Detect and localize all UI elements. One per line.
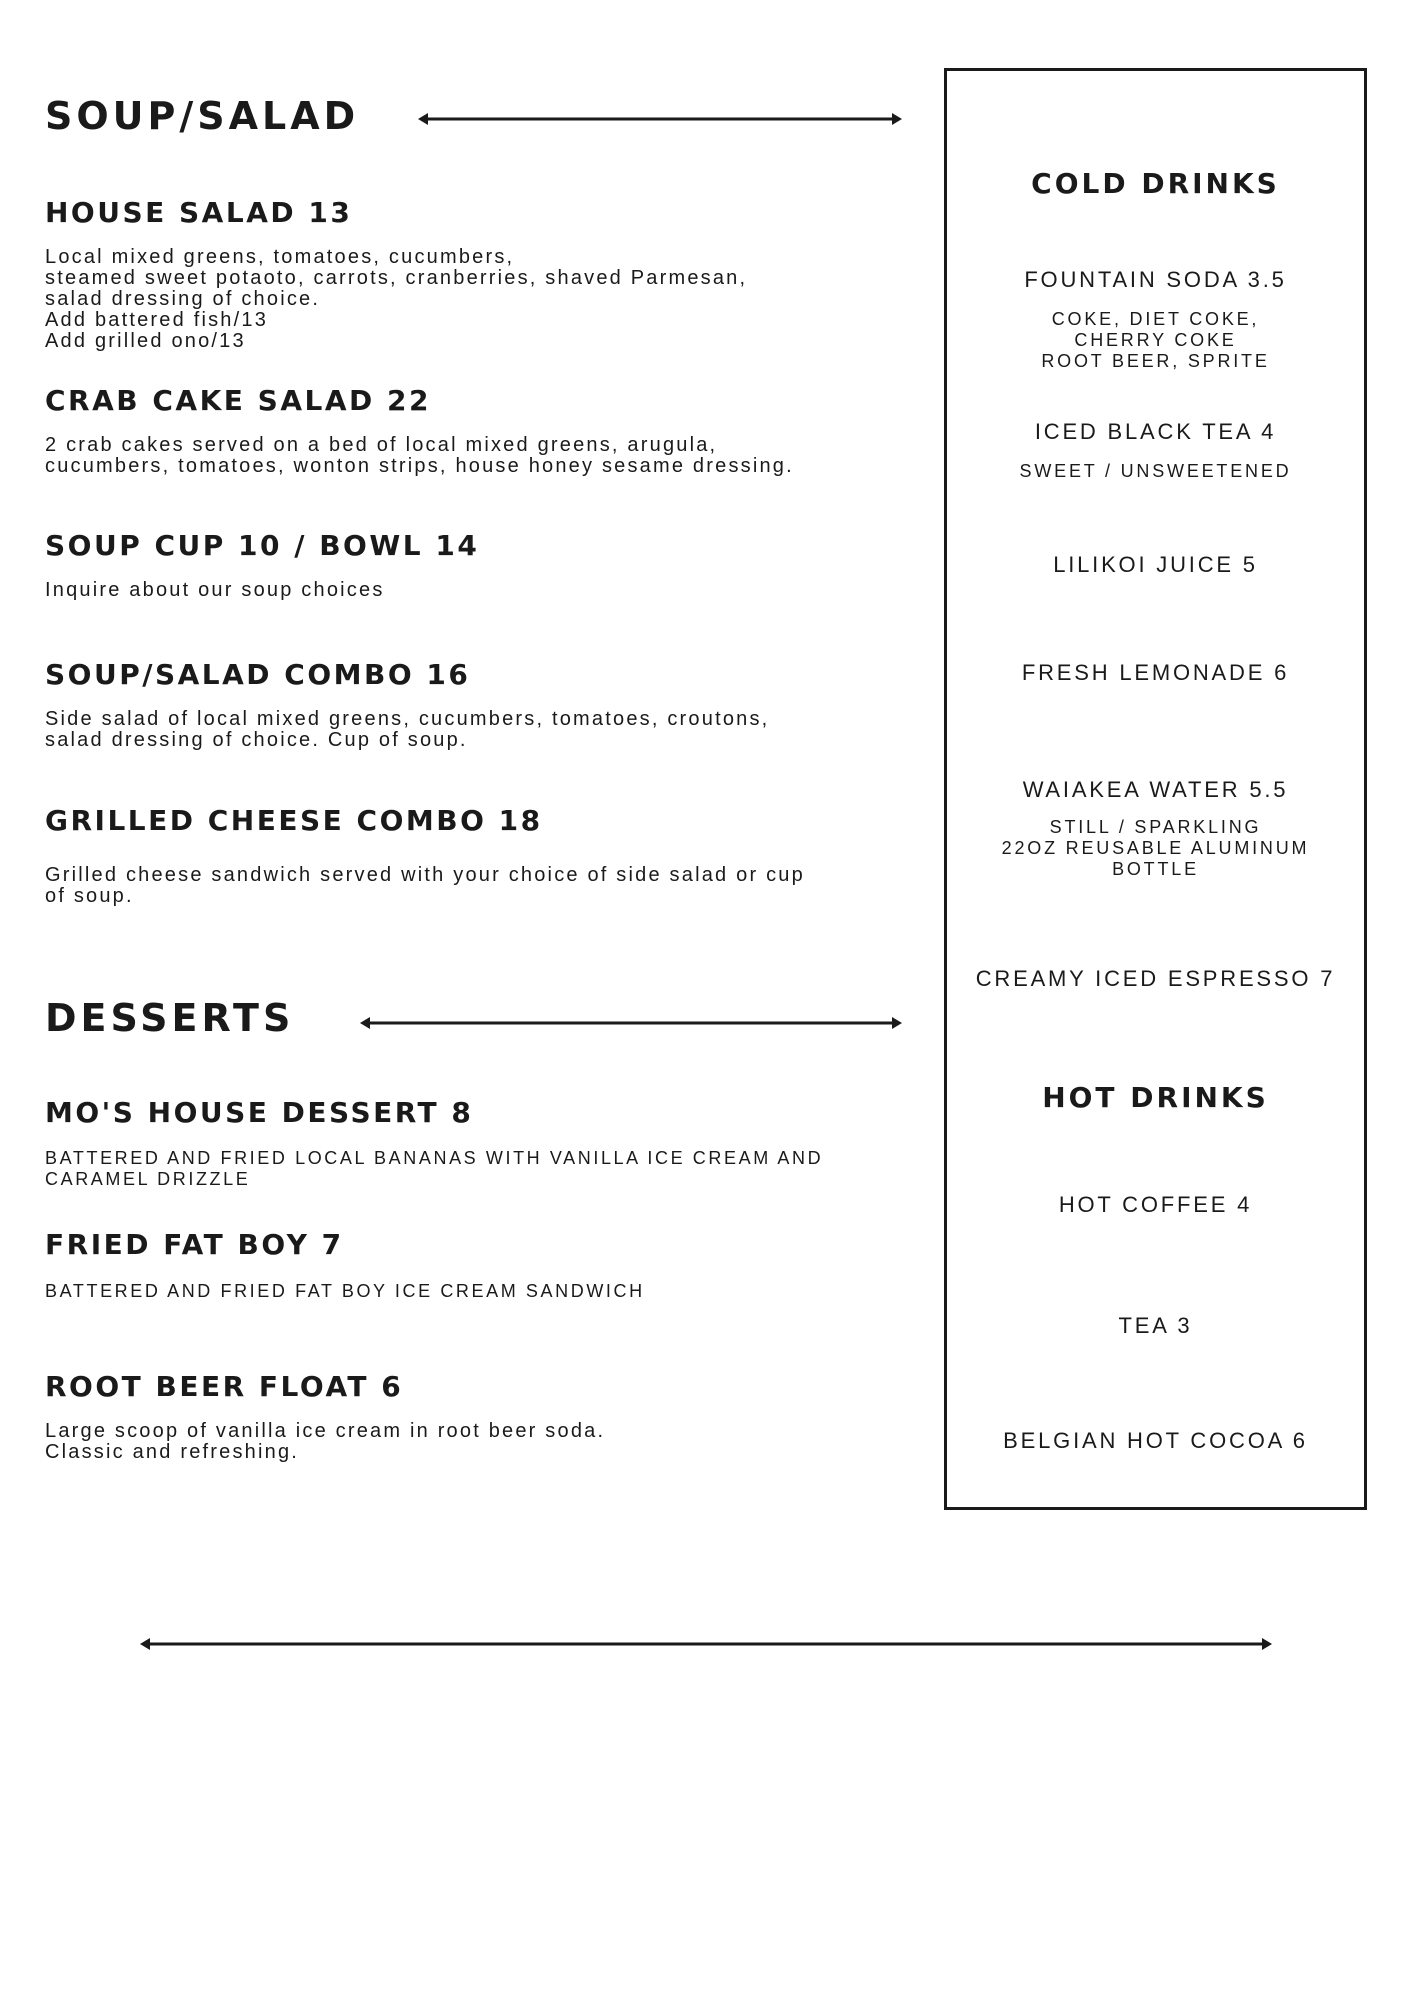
menu-item-soup [45,529,915,601]
menu-item-fried-fat-boy [45,1228,915,1302]
drink-fresh-lemonade: FRESH LEMONADE 6 [1021,660,1290,685]
desc-line: Add battered fish/13 [45,309,269,331]
desc-line: Side salad of local mixed greens, cucumbers, tomatoes, croutons, [45,708,770,730]
desc-line: BATTERED AND FRIED LOCAL BANANAS WITH VANILLA ICE CREAM AND [45,1148,824,1168]
drink-belgian-hot-cocoa: BELGIAN HOT COCOA 6 [1003,1428,1308,1453]
desc-line: CARAMEL DRIZZLE [45,1169,251,1189]
drink-creamy-iced-espresso: CREAMY ICED ESPRESSO 7 [975,966,1336,991]
item-title: GRILLED CHEESE COMBO 18 [45,804,543,837]
cold-drinks-heading: COLD DRINKS [1031,167,1280,200]
desc-line: SWEET / UNSWEETENED [1019,461,1292,481]
menu-item-grilled-cheese-combo [45,804,915,907]
item-description [45,1148,915,1190]
drink-options [947,309,1364,372]
desc-line: Local mixed greens, tomatoes, cucumbers, [45,246,515,268]
double-arrow-icon [360,1015,902,1031]
menu-item-crab-cake-salad [45,384,915,477]
desc-line: Inquire about our soup choices [45,579,385,601]
desc-line: Grilled cheese sandwich served with your choice of side salad or cup [45,864,805,886]
double-arrow-icon [418,111,902,127]
item-title: HOUSE SALAD 13 [45,196,353,229]
item-description [45,435,915,477]
item-description [45,1281,915,1302]
drink-options [947,817,1364,880]
drink-fountain-soda: FOUNTAIN SODA 3.5 [1024,267,1287,292]
drink-iced-black-tea: ICED BLACK TEA 4 [1034,419,1277,444]
drink-options [947,461,1364,482]
menu-item-mos-house-dessert [45,1096,915,1190]
desc-line: 2 crab cakes served on a bed of local mixed greens, arugula, [45,434,718,456]
desc-line: STILL / SPARKLING [1049,817,1262,837]
item-title: SOUP CUP 10 / BOWL 14 [45,529,480,562]
desc-line: BATTERED AND FRIED FAT BOY ICE CREAM SANDWICH [45,1281,645,1301]
item-title: CRAB CAKE SALAD 22 [45,384,431,417]
item-description [45,709,915,751]
hot-drinks-heading: HOT DRINKS [1042,1081,1269,1114]
desc-line: CHERRY COKE [1074,330,1237,350]
drink-waiakea-water: WAIAKEA WATER 5.5 [1022,777,1289,802]
desc-line: salad dressing of choice. [45,288,321,310]
item-title: FRIED FAT BOY 7 [45,1228,344,1261]
desc-line: Classic and refreshing. [45,1441,300,1463]
item-description [45,580,915,601]
item-title: ROOT BEER FLOAT 6 [45,1370,404,1403]
soup-salad-heading: SOUP/SALAD [45,94,360,138]
menu-item-root-beer-float [45,1370,915,1463]
desc-line: steamed sweet potaoto, carrots, cranberries, shaved Parmesan, [45,267,748,289]
item-description [45,865,915,907]
double-arrow-icon [140,1636,1272,1652]
item-description [45,247,915,352]
desc-line: ROOT BEER, SPRITE [1041,351,1270,371]
item-title: MO'S HOUSE DESSERT 8 [45,1096,474,1129]
menu-item-soup-salad-combo [45,658,915,751]
desc-line: 22OZ REUSABLE ALUMINUM [1001,838,1310,858]
desc-line: salad dressing of choice. Cup of soup. [45,729,468,751]
desc-line: Add grilled ono/13 [45,330,246,352]
drink-tea: TEA 3 [1118,1313,1193,1338]
desc-line: BOTTLE [1112,859,1199,879]
desc-line: Large scoop of vanilla ice cream in root beer soda. [45,1420,606,1442]
drink-hot-coffee: HOT COFFEE 4 [1058,1192,1253,1217]
desserts-heading: DESSERTS [45,996,295,1040]
drinks-panel [944,68,1367,1510]
desc-line: COKE, DIET COKE, [1051,309,1260,329]
item-title: SOUP/SALAD COMBO 16 [45,658,471,691]
desc-line: of soup. [45,885,134,907]
drink-lilikoi-juice: LILIKOI JUICE 5 [1053,552,1258,577]
item-description [45,1421,915,1463]
desc-line: cucumbers, tomatoes, wonton strips, house honey sesame dressing. [45,455,794,477]
menu-item-house-salad [45,196,915,352]
